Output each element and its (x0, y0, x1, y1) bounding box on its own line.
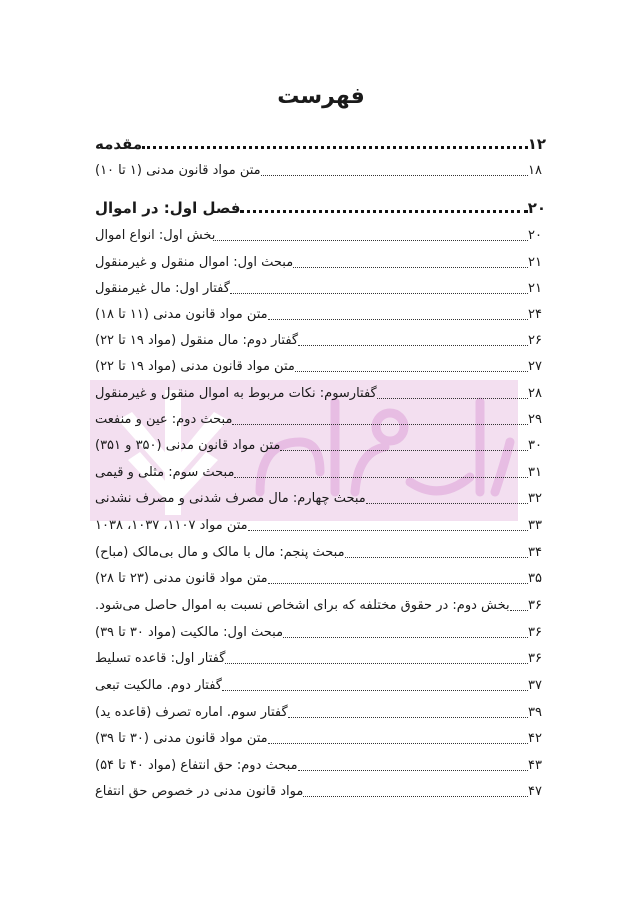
toc-page-number: ۳۴ (528, 545, 542, 560)
toc-entry[interactable] (93, 249, 548, 273)
dot-leader (225, 662, 528, 664)
dot-leader (230, 292, 528, 294)
dot-leader (280, 449, 528, 451)
toc-entry-title: متن مواد قانون مدنی (۳۰ تا ۳۹) (95, 731, 268, 746)
dot-leader (510, 609, 528, 611)
toc-page-number: ۲۱ (528, 255, 542, 270)
toc-entry[interactable] (93, 275, 548, 299)
toc-entry[interactable] (93, 406, 548, 430)
toc-page-number: ۳۱ (528, 465, 542, 480)
toc-entry[interactable] (93, 699, 548, 723)
toc-entry-title: متن مواد قانون مدنی (۱ تا ۱۰) (95, 163, 261, 178)
toc-entry[interactable] (93, 512, 548, 536)
toc-entry[interactable] (93, 592, 548, 616)
toc-page-number: ۳۶ (528, 651, 542, 666)
toc-entry[interactable] (93, 157, 548, 181)
toc-entry[interactable] (93, 539, 548, 563)
dot-leader (293, 266, 528, 268)
dot-leader (268, 318, 528, 320)
toc-page-number: ۱۲ (527, 135, 546, 153)
toc-entry-title: مبحث اول: اموال منقول و غیرمنقول (95, 255, 294, 270)
toc-page-number: ۳۹ (528, 705, 542, 720)
toc-entry[interactable] (93, 459, 548, 483)
toc-entry-title: مبحث سوم: مثلی و قیمی (95, 465, 235, 480)
toc-page-number: ۴۲ (528, 731, 542, 746)
toc-page-number: ۳۵ (528, 571, 542, 586)
toc-entry[interactable] (93, 432, 548, 456)
toc-entry[interactable] (93, 485, 548, 509)
dot-leader (298, 769, 528, 771)
toc-entry-title: گفتار اول: مال غیرمنقول (95, 281, 230, 296)
toc-entry-title: گفتار سوم. اماره تصرف (قاعده ید) (95, 705, 288, 720)
toc-entry-title: مبحث دوم: عین و منفعت (95, 412, 233, 427)
toc-entry-title: بخش اول: انواع اموال (95, 228, 216, 243)
toc-entry-title: متن مواد قانون مدنی (۳۵۰ و ۳۵۱) (95, 438, 281, 453)
toc-entry-title: گفتار اول: قاعده تسلیط (95, 651, 226, 666)
dot-leader (298, 344, 528, 346)
toc-entry[interactable] (93, 130, 548, 154)
dot-leader (215, 239, 528, 241)
toc-page-number: ۲۰ (527, 199, 546, 217)
toc-entry-title: گفتار دوم: مال منقول (مواد ۱۹ تا ۲۲) (95, 333, 299, 348)
toc-page-number: ۳۶ (528, 598, 542, 613)
toc-entry[interactable] (93, 619, 548, 643)
toc-entry[interactable] (93, 565, 548, 589)
toc-page-number: ۲۰ (528, 228, 542, 243)
dot-leader (295, 370, 528, 372)
dot-leader (345, 556, 528, 558)
dot-leader (288, 716, 528, 718)
toc-entry[interactable] (93, 301, 548, 325)
toc-page-number: ۳۰ (528, 438, 542, 453)
toc-page-number: ۳۳ (528, 518, 542, 533)
toc-page-number: ۳۷ (528, 678, 542, 693)
dot-leader (240, 209, 527, 213)
toc-page-number: ۳۶ (528, 625, 542, 640)
toc-entry-title: مواد قانون مدنی در خصوص حق انتفاع (95, 784, 304, 799)
toc-entry[interactable] (93, 222, 548, 246)
toc-page-number: ۲۹ (528, 412, 542, 427)
toc-entry[interactable] (93, 194, 548, 218)
toc-entry[interactable] (93, 353, 548, 377)
toc-entry-title: فصل اول: در اموال (95, 199, 241, 217)
toc-entry-title: گفتار دوم. مالکیت تبعی (95, 678, 222, 693)
toc-page-number: ۲۸ (528, 386, 542, 401)
toc-entry[interactable] (93, 672, 548, 696)
dot-leader (366, 502, 528, 504)
dot-leader (234, 476, 528, 478)
dot-leader (261, 174, 528, 176)
toc-entry[interactable] (93, 380, 548, 404)
dot-leader (222, 689, 528, 691)
toc-page-number: ۲۷ (528, 359, 542, 374)
toc-page-number: ۴۳ (528, 758, 542, 773)
dot-leader (303, 795, 528, 797)
dot-leader (268, 742, 528, 744)
dot-leader (232, 423, 528, 425)
toc-entry-title: متن مواد قانون مدنی (۲۳ تا ۲۸) (95, 571, 268, 586)
toc-page-number: ۴۷ (528, 784, 542, 799)
toc-entry-title: مبحث دوم: حق انتفاع (مواد ۴۰ تا ۵۴) (95, 758, 298, 773)
dot-leader (268, 582, 528, 584)
toc-page-number: ۳۲ (528, 491, 542, 506)
toc-entry-title: گفتارسوم: نکات مربوط به اموال منقول و غیرمنقول (95, 386, 377, 401)
dot-leader (248, 529, 528, 531)
toc-entry-title: مبحث چهارم: مال مصرف شدنی و مصرف نشدنی (95, 491, 366, 506)
toc-entry[interactable] (93, 327, 548, 351)
toc-page-number: ۲۴ (528, 307, 542, 322)
toc-entry-title: متن مواد قانون مدنی (۱۱ تا ۱۸) (95, 307, 268, 322)
dot-leader (283, 636, 528, 638)
page-title: فهرست (277, 84, 365, 109)
toc-entry[interactable] (93, 778, 548, 802)
toc-entry-title: مبحث اول: مالکیت (مواد ۳۰ تا ۳۹) (95, 625, 284, 640)
toc-entry-title: بخش دوم: در حقوق مختلفه که برای اشخاص نسبت به اموال حاصل می‌شود. (95, 598, 510, 613)
toc-page-number: ۲۶ (528, 333, 542, 348)
toc-page-number: ۲۱ (528, 281, 542, 296)
toc-entry[interactable] (93, 645, 548, 669)
toc-entry-title: متن مواد ۱۱۰۷، ۱۰۳۷، ۱۰۳۸ (95, 518, 248, 533)
dot-leader (377, 397, 528, 399)
toc-page-number: ۱۸ (528, 163, 542, 178)
toc-entry-title: متن مواد قانون مدنی (مواد ۱۹ تا ۲۲) (95, 359, 295, 374)
toc-entry[interactable] (93, 725, 548, 749)
dot-leader (142, 145, 528, 149)
toc-entry[interactable] (93, 752, 548, 776)
toc-entry-title: مقدمه (95, 135, 143, 153)
toc-entry-title: مبحث پنجم: مال با مالک و مال بی‌مالک (مباح) (95, 545, 345, 560)
